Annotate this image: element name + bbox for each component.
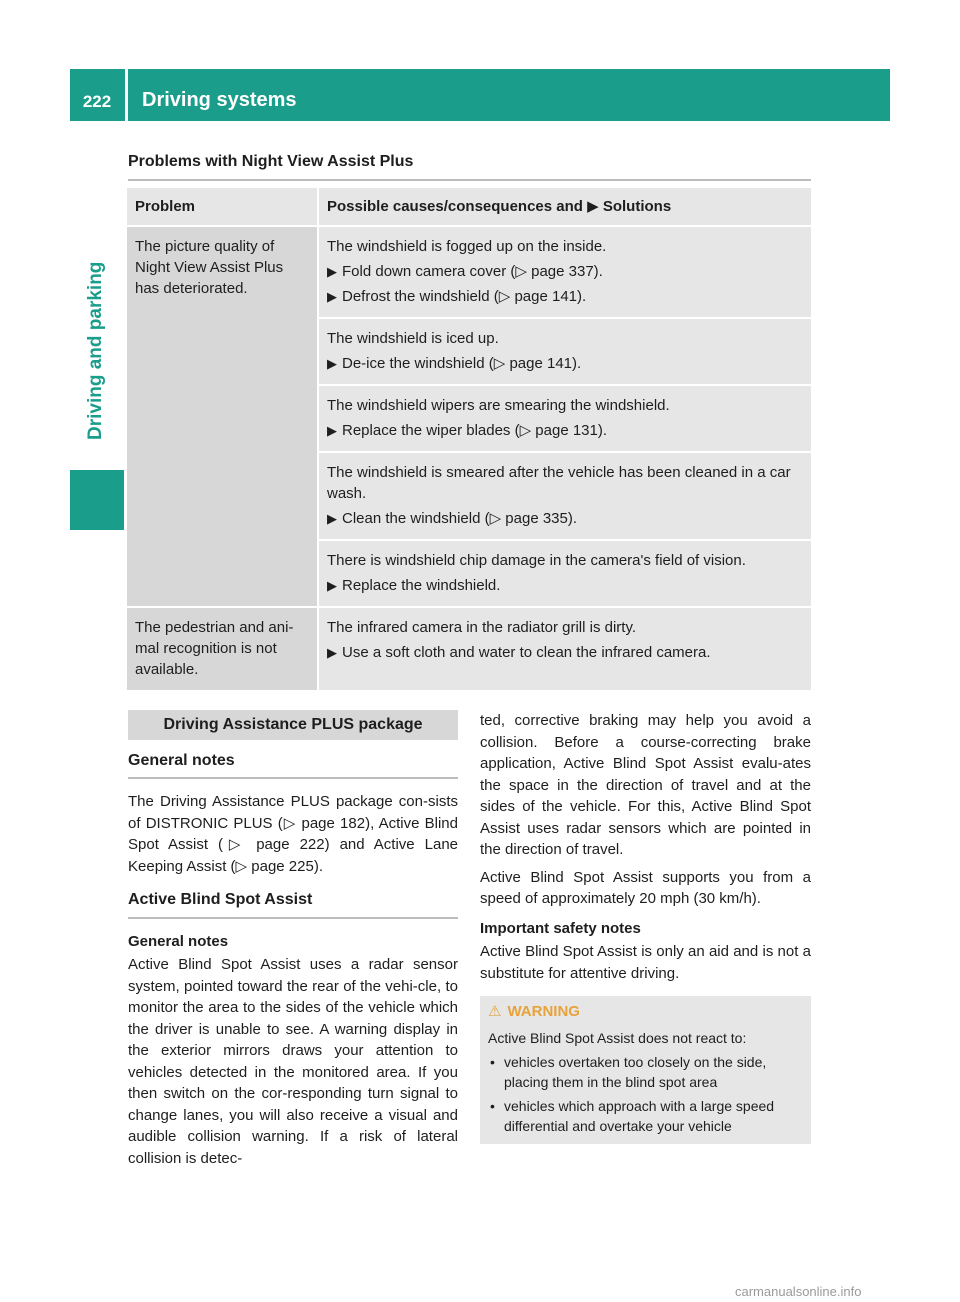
- table-row: [127, 607, 811, 691]
- arrow-right-icon: ▶: [587, 198, 599, 215]
- side-tab: [85, 261, 115, 470]
- bullet-text: vehicles which approach with a large speed differential and overtake your vehicle: [504, 1098, 775, 1134]
- cause-text: The windshield is smeared after the vehicle has been cleaned in a car wash.: [327, 464, 791, 502]
- bullet-text: vehicles overtaken too closely on the side, placing them in the blind spot area: [504, 1054, 767, 1090]
- general-notes-heading: General notes: [128, 750, 458, 780]
- general-notes-text: The Driving Assistance PLUS package con-sists of DISTRONIC PLUS (▷ page 182), Active Blind Spot Assist (▷ page 222) and Active Lane Keeping Assist (▷ page 225).: [128, 793, 458, 875]
- warning-title-text: WARNING: [507, 1003, 580, 1020]
- step-text: Replace the wiper blades (▷ page 131).: [342, 422, 608, 439]
- cause-text: The windshield is iced up.: [327, 330, 499, 347]
- cause-text: The infrared camera in the radiator grill is dirty.: [327, 619, 637, 636]
- night-view-title: Problems with Night View Assist Plus: [128, 153, 811, 181]
- warning-bullet: [488, 1096, 803, 1136]
- problem-cell: The picture quality of Night View Assist Plus has deteriorated.: [127, 226, 318, 607]
- continued-text: ted, corrective braking may help you avoid a collision. Before a course-correcting brake application, Active Blind Spot Assist evalu-ates the space in the direction of travel and at the sides of the vehicle. For this, Active Blind Spot Assist uses radar sensors which are pointed in the direction of travel.: [480, 712, 811, 858]
- warning-intro: Active Blind Spot Assist does not react to:: [488, 1030, 747, 1046]
- table-row: [127, 226, 811, 318]
- night-view-problems-table: [127, 188, 811, 692]
- solution-cell: [318, 318, 811, 385]
- bullet-icon: •: [490, 1098, 495, 1114]
- section-title: Driving systems: [142, 89, 297, 111]
- solution-step: [327, 508, 803, 529]
- step-arrow-icon: ▶: [327, 289, 337, 304]
- bullet-icon: •: [490, 1054, 495, 1070]
- solution-step: [327, 575, 803, 596]
- column-header-solutions-suffix: Solutions: [602, 198, 672, 215]
- step-arrow-icon: ▶: [327, 423, 337, 438]
- step-arrow-icon: ▶: [327, 356, 337, 371]
- table-header-row: [127, 188, 811, 226]
- safety-notes-heading: Important safety notes: [480, 919, 641, 937]
- column-header-solutions: [318, 188, 811, 226]
- solution-cell: [318, 540, 811, 607]
- speed-text: Active Blind Spot Assist supports you from a speed of approximately 20 mph (30 km/h).: [480, 868, 811, 907]
- step-text: Clean the windshield (▷ page 335).: [342, 510, 578, 527]
- solution-step: [327, 353, 803, 374]
- solution-cell: [318, 607, 811, 691]
- column-header-problem: Problem: [127, 188, 318, 226]
- solution-step: [327, 420, 803, 441]
- step-text: Defrost the windshield (▷ page 141).: [342, 288, 587, 305]
- step-arrow-icon: ▶: [327, 264, 337, 279]
- step-text: De-ice the windshield (▷ page 141).: [342, 355, 582, 372]
- right-column: [480, 710, 811, 1144]
- cause-text: The windshield is fogged up on the inside.: [327, 238, 607, 255]
- step-text: Use a soft cloth and water to clean the infrared camera.: [342, 644, 711, 661]
- blind-spot-assist-heading: Active Blind Spot Assist: [128, 889, 458, 919]
- safety-notes-text: Active Blind Spot Assist is only an aid and is not a substitute for attentive driving.: [480, 943, 811, 982]
- solution-cell: [318, 385, 811, 452]
- bsa-general-notes-heading: General notes: [128, 932, 229, 950]
- warning-triangle-icon: ⚠: [488, 1003, 502, 1020]
- problem-cell: The pedestrian and ani-mal recognition is not available.: [127, 607, 318, 691]
- cause-text: There is windshield chip damage in the camera's field of vision.: [327, 552, 746, 569]
- warning-title: [488, 1002, 803, 1022]
- watermark: carmanualsonline.info: [735, 1284, 862, 1299]
- solution-cell: [318, 226, 811, 318]
- header-divider: [125, 69, 128, 121]
- column-header-solutions-label: Possible causes/consequences and: [327, 198, 583, 215]
- solution-step: [327, 642, 803, 663]
- solution-step: [327, 261, 803, 282]
- package-heading: Driving Assistance PLUS package: [128, 710, 458, 740]
- step-arrow-icon: ▶: [327, 511, 337, 526]
- step-arrow-icon: ▶: [327, 645, 337, 660]
- bsa-general-notes-text: Active Blind Spot Assist uses a radar sensor system, pointed toward the rear of the vehi-cle, to monitor the area to the sides of the vehicle which the driver is unable to see. A warning display in the exterior mirrors draws your attention to vehicles detected in the monitored area. If you then switch on the cor-responding turn signal to change lanes, you will also receive a visual and audible collision warning. If a risk of lateral collision is detec-: [128, 956, 458, 1167]
- step-text: Fold down camera cover (▷ page 337).: [342, 263, 603, 280]
- cause-text: The windshield wipers are smearing the windshield.: [327, 397, 670, 414]
- warning-bullet: [488, 1052, 803, 1092]
- step-arrow-icon: ▶: [327, 578, 337, 593]
- side-tab-marker: [70, 470, 124, 530]
- step-text: Replace the windshield.: [342, 577, 501, 594]
- left-column: [128, 710, 458, 1175]
- side-tab-label: Driving and parking: [85, 261, 106, 440]
- warning-box: [480, 996, 811, 1144]
- solution-step: [327, 286, 803, 307]
- solution-cell: [318, 452, 811, 540]
- page-number: 222: [82, 92, 112, 111]
